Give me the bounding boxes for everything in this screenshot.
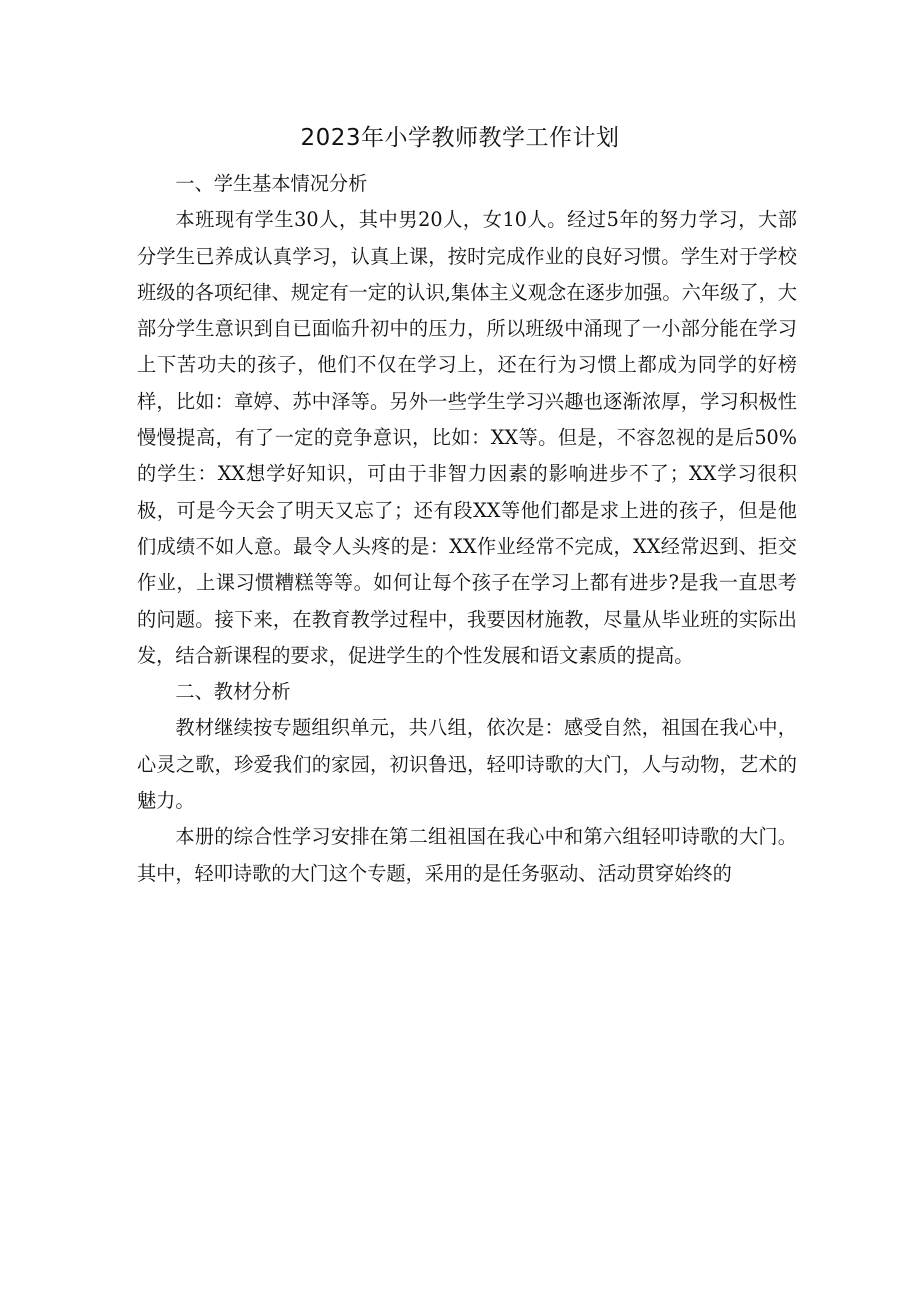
document-body [137,166,797,892]
paragraph-textbook-units: 教材继续按专题组织单元，共八组，依次是：感受自然，祖国在我心中，心灵之歌，珍爱我们的家园，初识鲁迅，轻叩诗歌的大门，人与动物，艺术的魅力。 [137,716,797,813]
document-title: 2023年小学教师教学工作计划 [300,125,620,151]
section-heading-student-analysis: 一、学生基本情况分析 [175,172,368,195]
paragraph-student-analysis: 本班现有学生30人，其中男20人，女10人。经过5年的努力学习，大部分学生已养成认真学习，认真上课，按时完成作业的良好习惯。学生对于学校班级的各项纪律、规定有一定的认识,集体主义观念在逐步加强。六年级了，大部分学生意识到自已面临升初中的压力，所以班级中涌现了一小部分能在学习上下苦功夫的孩子，他们不仅在学习上，还在行为习惯上都成为同学的好榜样，比如：章婷、苏中泽等。另外一些学生学习兴趣也逐渐浓厚，学习积极性慢慢提高，有了一定的竞争意识，比如：XX等。但是，不容忽视的是后50%的学生：XX想学好知识，可由于非智力因素的影响进步不了；XX学习很积极，可是今天会了明天又忘了；还有段XX等他们都是求上进的孩子，但是他们成绩不如人意。最令人头疼的是：XX作业经常不完成，XX经常迟到、拒交作业，上课习惯糟糕等等。如何让每个孩子在学习上都有进步?是我一直思考的问题。接下来，在教育教学过程中，我要因材施教，尽量从毕业班的实际出发，结合新课程的要求，促进学生的个性发展和语文素质的提高。 [137,208,797,667]
section-heading-textbook-analysis: 二、教材分析 [175,680,291,704]
paragraph-comprehensive-learning: 本册的综合性学习安排在第二组祖国在我心中和第六组轻叩诗歌的大门。其中，轻叩诗歌的大门这个专题，采用的是任务驱动、活动贯穿始终的 [137,825,797,885]
